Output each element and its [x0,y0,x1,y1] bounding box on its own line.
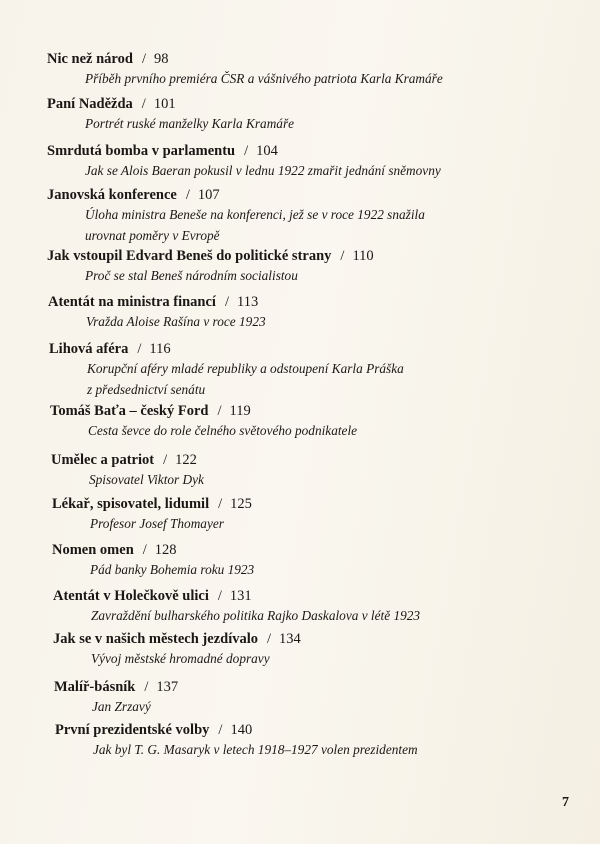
entry-subtitle: urovnat poměry v Evropě [85,228,220,243]
entry-subtitle: Korupční aféry mladé republiky a odstoupení Karla Práška [87,361,404,376]
entry-subtitle: Profesor Josef Thomayer [90,516,224,531]
entry-heading [47,186,425,204]
toc-entry [50,402,357,441]
entry-heading [55,721,418,739]
separator: / [340,248,345,264]
separator: / [137,341,142,357]
entry-subtitle: Příběh prvního premiéra ČSR a vášnivého patriota Karla Kramáře [85,71,443,86]
entry-subtitle: z předsednictví senátu [87,382,206,397]
entry-heading [47,50,443,68]
entry-subtitle: Cesta ševce do role čelného světového podnikatele [88,423,358,438]
separator: / [217,403,222,419]
entry-title: Jak se v našich městech jezdívalo [53,631,258,647]
entry-title: Malíř-básník [54,679,136,695]
separator: / [218,722,223,738]
separator: / [217,588,222,604]
toc-entry [54,678,178,717]
entry-subtitle: Jan Zrzavý [92,699,151,714]
entry-page-number: 116 [149,341,171,357]
entry-heading [48,293,266,311]
separator: / [244,143,249,159]
entry-subtitle: Vývoj městské hromadné dopravy [91,651,270,666]
entry-heading [50,402,357,420]
entry-title: Jak vstoupil Edvard Beneš do politické strany [47,248,332,264]
separator: / [163,452,168,468]
entry-title: Janovská konference [47,187,177,203]
entry-heading [47,247,374,265]
entry-subtitle: Vražda Aloise Rašína v roce 1923 [86,314,266,329]
entry-title: Lihová aféra [49,341,129,357]
toc-entry [55,721,418,760]
toc-entry [47,247,374,286]
entry-title: Atentát v Holečkově ulici [53,588,209,604]
entry-heading [49,340,404,358]
toc-entry [47,50,443,89]
toc-entry [47,142,441,181]
entry-page-number: 131 [229,588,252,604]
entry-heading [47,95,294,113]
entry-title: Umělec a patriot [51,452,155,468]
separator: / [224,294,229,310]
entry-page-number: 122 [175,452,197,468]
separator: / [141,96,146,112]
entry-subtitle: Portrét ruské manželky Karla Kramáře [85,116,295,131]
separator: / [185,187,190,203]
entry-title: Atentát na ministra financí [48,294,216,310]
toc-entry [49,340,404,400]
toc-entry [48,293,266,332]
entry-title: Lékař, spisovatel, lidumil [52,496,210,512]
entry-page-number: 101 [153,96,176,112]
toc-entry [53,630,301,669]
entry-title: Paní Naděžda [47,96,133,112]
entry-title: První prezidentské volby [55,722,210,738]
toc-entry [53,587,420,626]
toc-entry [47,95,294,134]
page-number: 7 [562,795,569,810]
separator: / [267,631,272,647]
entry-heading [53,587,420,605]
entry-heading [47,142,441,160]
separator: / [218,496,223,512]
entry-title: Nic než národ [47,51,133,67]
entry-heading [54,678,178,696]
entry-title: Smrdutá bomba v parlamentu [47,143,236,159]
entry-subtitle: Jak se Alois Baeran pokusil v lednu 1922 zmařit jednání sněmovny [85,163,441,178]
entry-heading [52,541,254,559]
entry-page-number: 113 [237,294,259,310]
separator: / [141,51,146,67]
separator: / [144,679,149,695]
entry-heading [51,451,204,469]
entry-title: Nomen omen [52,542,134,558]
toc-entry [51,451,204,490]
entry-title: Tomáš Baťa – český Ford [50,403,209,419]
entry-subtitle: Proč se stal Beneš národním socialistou [85,268,298,283]
entry-subtitle: Úloha ministra Beneše na konferenci, jež se v roce 1922 snažila [85,207,425,222]
toc-entry [47,186,425,246]
entry-page-number: 98 [153,51,169,67]
entry-page-number: 134 [279,631,301,647]
entry-page-number: 110 [352,248,374,264]
entry-subtitle: Pád banky Bohemia roku 1923 [90,562,255,577]
entry-subtitle: Zavraždění bulharského politika Rajko Daskalova v létě 1923 [91,608,421,623]
toc-entry [52,541,254,580]
toc-entry [52,495,252,534]
entry-page-number: 104 [256,143,278,159]
entry-page-number: 137 [156,679,179,695]
entry-subtitle: Spisovatel Viktor Dyk [89,472,204,487]
entry-page-number: 125 [230,496,252,512]
separator: / [142,542,147,558]
entry-subtitle: Jak byl T. G. Masaryk v letech 1918–1927 volen prezidentem [93,742,418,757]
entry-page-number: 140 [230,722,253,738]
entry-page-number: 107 [197,187,220,203]
entry-page-number: 119 [229,403,251,419]
entry-heading [53,630,301,648]
entry-page-number: 128 [154,542,177,558]
entry-heading [52,495,252,513]
